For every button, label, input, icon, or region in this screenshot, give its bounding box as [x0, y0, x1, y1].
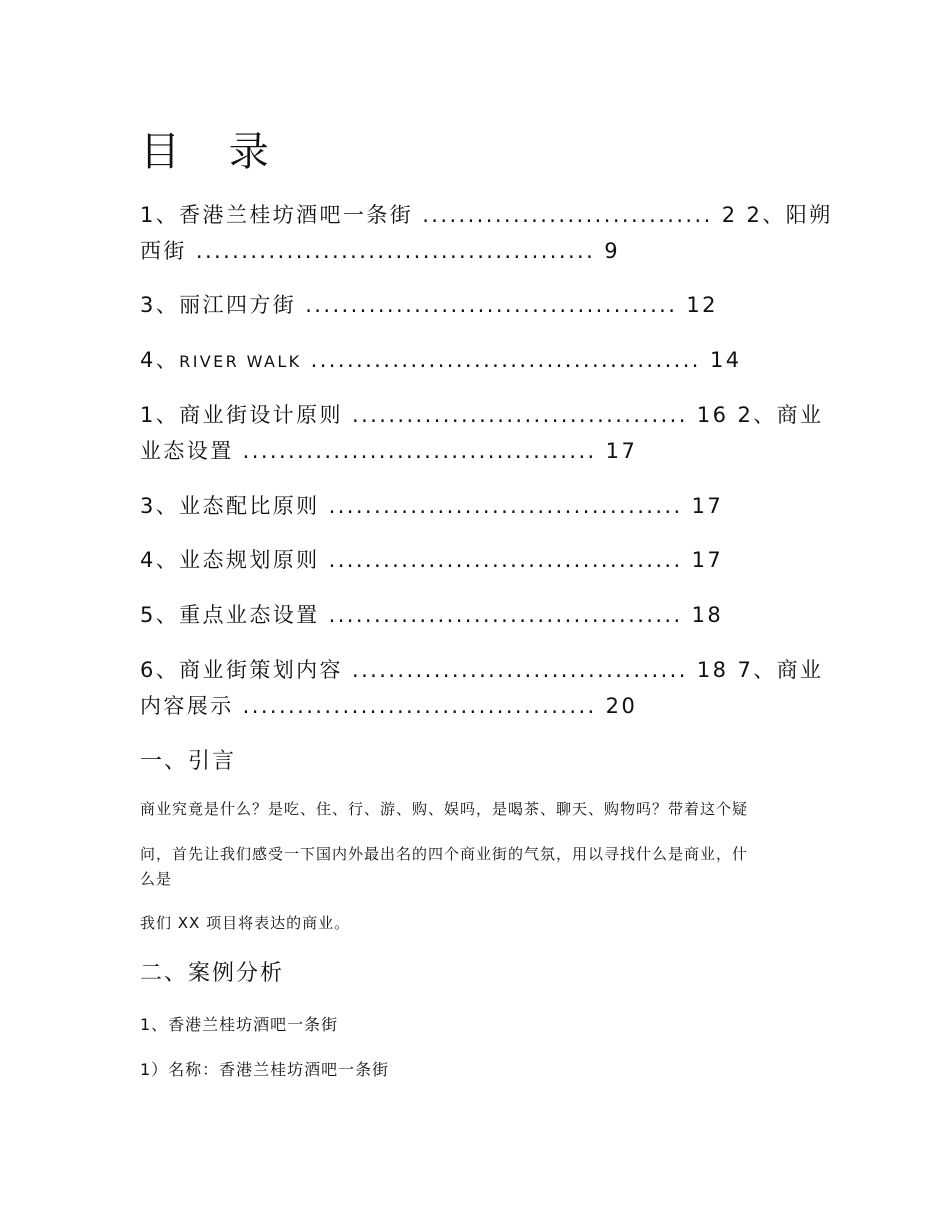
toc-entry-line: 1、商业街设计原则 ..................................... 16 2、商业 [140, 403, 824, 427]
toc-entry[interactable] [140, 287, 820, 323]
toc-entry-line: 3、丽江四方街 ......................................... 12 [140, 293, 718, 317]
toc-entry-line: 5、重点业态设置 ....................................... 18 [140, 603, 724, 627]
intro-paragraph-line: 我们 XX 项目将表达的商业。 [140, 914, 351, 932]
toc-entry-line: 西街 ............................................ 9 [140, 239, 621, 263]
toc-entry-line: 4、业态规划原则 ....................................... 17 [140, 548, 724, 572]
toc-entry[interactable] [140, 342, 820, 380]
section-heading-intro: 一、引言 [140, 749, 237, 774]
toc-entry-line: 6、商业街策划内容 ..................................... 18 7、商业 [140, 658, 824, 682]
toc-entry[interactable] [140, 652, 824, 724]
intro-paragraph-line: 商业究竟是什么？是吃、住、行、游、购、娱吗，是喝茶、聊天、购物吗？带着这个疑 [140, 800, 749, 818]
toc-entry[interactable] [140, 542, 820, 578]
case-subheading: 1、香港兰桂坊酒吧一条街 [140, 1015, 339, 1034]
section-heading-case: 二、案例分析 [140, 961, 285, 986]
toc-entry[interactable] [140, 488, 820, 524]
toc-entry-latin-title: RIVER WALK [179, 352, 302, 371]
toc-entry[interactable] [140, 597, 820, 633]
toc-entry-prefix: 4、 [140, 348, 180, 372]
toc-entry-line: 1、香港兰桂坊酒吧一条街 ................................ 2 2、阳朔 [140, 203, 833, 227]
intro-paragraph-line: 问，首先让我们感受一下国内外最出名的四个商业街的气氛，用以寻找什么是商业，什 [140, 845, 749, 863]
toc-entry-line: 业态设置 ....................................... 17 [140, 439, 638, 463]
toc-entry[interactable] [140, 197, 833, 269]
intro-paragraph-line: 么是 [140, 870, 173, 888]
toc-entry[interactable] [140, 397, 824, 469]
toc-entry-line: 3、业态配比原则 ....................................... 17 [140, 494, 724, 518]
toc-entry-leader: ........................................... 14 [301, 348, 742, 372]
toc-entry-line: 内容展示 ....................................... 20 [140, 694, 638, 718]
case-item: 1）名称：香港兰桂坊酒吧一条街 [140, 1060, 390, 1079]
toc-title: 目 录 [140, 129, 287, 175]
